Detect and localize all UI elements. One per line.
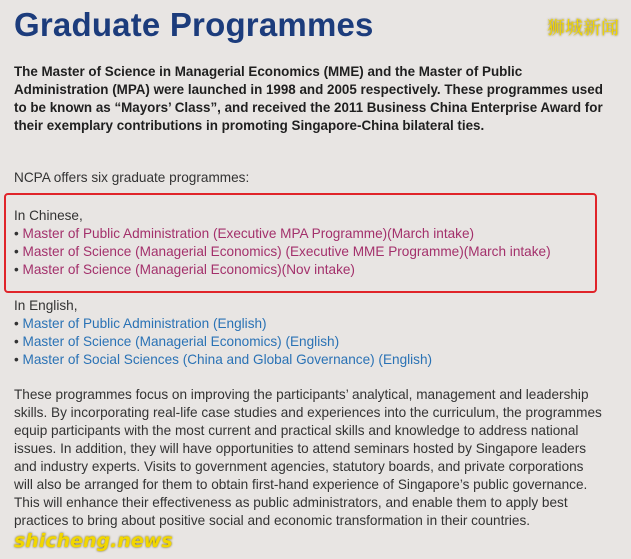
bullet: •	[14, 244, 19, 259]
intro-paragraph: The Master of Science in Managerial Economics (MME) and the Master of Public Administration (MPA) were launched in 1998 and 2005 respectively. These programmes used to be known as “Mayors’ Class”, and received the 2011 Business China Enterprise Award for their exemplary contributions in promoting Singapore-China bilateral ties.	[14, 64, 603, 133]
bullet: •	[14, 316, 19, 331]
watermark-logo: 狮城新闻	[547, 18, 619, 39]
offers-text: NCPA offers six graduate programmes:	[14, 170, 250, 185]
programme-link-english-mss[interactable]: Master of Social Sciences (China and Global Governance) (English)	[22, 352, 433, 367]
watermark-site: shicheng.news	[14, 530, 173, 552]
description-paragraph: These programmes focus on improving the participants’ analytical, management and leadership skills. By incorporating real-life case studies and experiences into the curriculum, the programmes equip participants with the most current and practical skills and knowledge to address national issues. In addition, they will have opportunities to attend seminars hosted by Singapore leaders and industry experts. Visits to government agencies, statutory boards, and private corporations will also be arranged for them to obtain first-hand experience of Singapore’s public governance. This will enhance their effectiveness as public administrators, and enable them to apply best practices to bring about positive social and economic transformation in their countries.	[14, 387, 602, 528]
list-item	[14, 351, 432, 369]
chinese-group-label: In Chinese,	[14, 208, 83, 223]
page-title: Graduate Programmes	[14, 6, 374, 43]
highlight-annotation-box	[4, 193, 597, 293]
programme-link-chinese-mpa[interactable]: Master of Public Administration (Executive MPA Programme)(March intake)	[22, 226, 475, 241]
programme-link-chinese-mme-nov[interactable]: Master of Science (Managerial Economics)(Nov intake)	[22, 262, 355, 277]
bullet: •	[14, 334, 19, 349]
list-item	[14, 333, 432, 351]
bullet: •	[14, 226, 19, 241]
programme-link-english-mpa[interactable]: Master of Public Administration (English)	[22, 316, 267, 331]
bullet: •	[14, 352, 19, 367]
programme-link-english-mme[interactable]: Master of Science (Managerial Economics) (English)	[22, 334, 340, 349]
bullet: •	[14, 262, 19, 277]
english-group-label: In English,	[14, 298, 78, 313]
list-item	[14, 315, 432, 333]
english-programmes-list	[14, 297, 432, 369]
programme-link-chinese-mme-exec[interactable]: Master of Science (Managerial Economics) (Executive MME Programme)(March intake)	[22, 244, 551, 259]
